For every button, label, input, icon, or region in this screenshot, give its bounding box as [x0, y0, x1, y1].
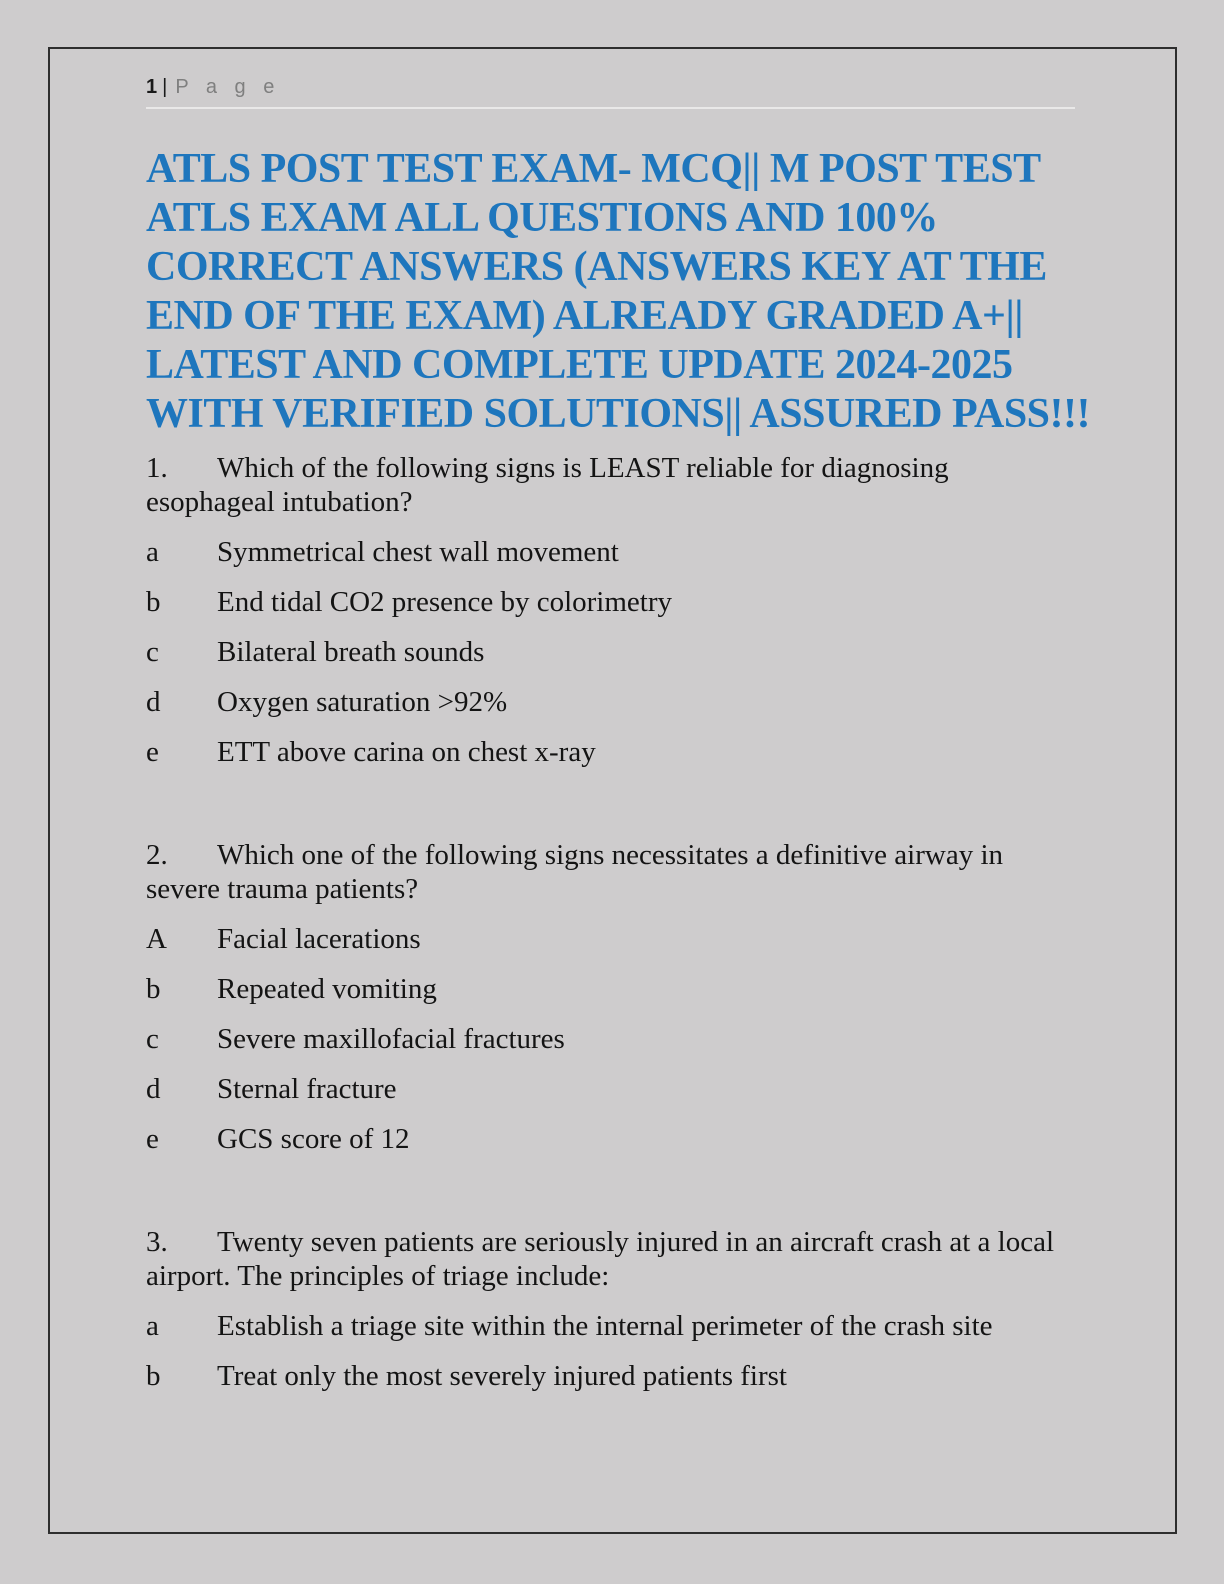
title-line: ATLS EXAM ALL QUESTIONS AND 100%: [146, 195, 938, 241]
option-row: [146, 735, 1075, 769]
option-text: End tidal CO2 presence by colorimetry: [217, 586, 673, 618]
option-text: Bilateral breath sounds: [217, 636, 485, 668]
option-text: Repeated vomiting: [217, 973, 437, 1005]
option-row: [146, 685, 1075, 719]
option-text: Oxygen saturation >92%: [217, 686, 508, 718]
question-1-paragraph: [146, 451, 1075, 519]
option-row: [146, 1022, 1075, 1056]
question-1-text: Which of the following signs is LEAST reliable for diagnosing esophageal intubation?: [146, 452, 949, 518]
option-letter: d: [146, 686, 161, 718]
option-letter: a: [146, 1310, 159, 1342]
option-letter: d: [146, 1073, 161, 1105]
option-letter: e: [146, 736, 159, 768]
title-line: ATLS POST TEST EXAM- MCQ|| M POST TEST: [146, 146, 1041, 192]
question-1-number: 1.: [146, 452, 168, 484]
page-header: [146, 75, 1075, 109]
option-text: Sternal fracture: [217, 1073, 397, 1105]
option-letter: b: [146, 973, 161, 1005]
header-label: P a g e: [175, 76, 281, 98]
option-letter: e: [146, 1123, 159, 1155]
title-line: WITH VERIFIED SOLUTIONS|| ASSURED PASS!!!: [146, 391, 1091, 437]
option-text: Treat only the most severely injured patients first: [217, 1360, 787, 1392]
question-3-paragraph: [146, 1225, 1075, 1293]
option-row: [146, 1072, 1075, 1106]
page-number: 1: [146, 76, 158, 98]
option-row: [146, 972, 1075, 1006]
option-letter: b: [146, 1360, 161, 1392]
option-letter: A: [146, 923, 167, 955]
option-letter: b: [146, 586, 161, 618]
option-row: [146, 585, 1075, 619]
option-text: Symmetrical chest wall movement: [217, 536, 619, 568]
option-row: [146, 1122, 1075, 1156]
question-3-text: Twenty seven patients are seriously injured in an aircraft crash at a local airport. The principles of triage include:: [146, 1226, 1055, 1292]
question-block-1: [146, 451, 1075, 769]
option-row: [146, 1309, 1075, 1343]
option-text: Establish a triage site within the internal perimeter of the crash site: [217, 1310, 993, 1342]
question-2-text: Which one of the following signs necessitates a definitive airway in severe trauma patients?: [146, 839, 1004, 905]
title-line: CORRECT ANSWERS (ANSWERS KEY AT THE: [146, 244, 1047, 290]
header-separator: |: [162, 76, 168, 98]
document-title: [146, 145, 1091, 439]
option-text: ETT above carina on chest x-ray: [217, 736, 596, 768]
option-letter: c: [146, 1023, 159, 1055]
option-text: GCS score of 12: [217, 1123, 410, 1155]
question-3-options: [146, 1309, 1075, 1393]
option-letter: c: [146, 636, 159, 668]
question-1-options: [146, 535, 1075, 769]
question-2-options: [146, 922, 1075, 1156]
question-2-number: 2.: [146, 839, 168, 871]
question-block-3: [146, 1225, 1075, 1393]
question-block-2: [146, 838, 1075, 1156]
title-line: END OF THE EXAM) ALREADY GRADED A+||: [146, 293, 1023, 339]
option-text: Severe maxillofacial fractures: [217, 1023, 565, 1055]
option-row: [146, 535, 1075, 569]
document-page: [48, 47, 1177, 1534]
question-3-number: 3.: [146, 1226, 168, 1258]
option-row: [146, 635, 1075, 669]
option-letter: a: [146, 536, 159, 568]
option-text: Facial lacerations: [217, 923, 421, 955]
title-line: LATEST AND COMPLETE UPDATE 2024-2025: [146, 342, 1013, 388]
question-2-paragraph: [146, 838, 1075, 906]
option-row: [146, 922, 1075, 956]
option-row: [146, 1359, 1075, 1393]
